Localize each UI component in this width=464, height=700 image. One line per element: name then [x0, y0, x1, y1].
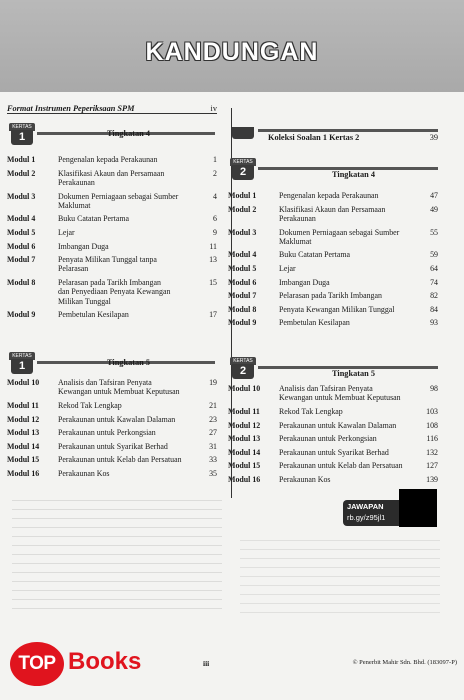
module-number: Modul 4 — [7, 214, 36, 224]
koleksi-icon — [232, 127, 254, 139]
qr-code[interactable] — [399, 489, 437, 527]
module-number: Modul 7 — [228, 291, 257, 301]
module-title-line: Perakaunan untuk Perkongsian — [58, 428, 156, 438]
module-title — [58, 214, 129, 223]
module-number: Modul 10 — [7, 378, 40, 387]
module-number: Modul 16 — [228, 474, 261, 484]
module-title — [279, 434, 377, 443]
module-title-line: Analisis dan Tafsiran Penyata — [279, 384, 373, 393]
module-number: Modul 8 — [228, 304, 257, 314]
kertas-badge — [9, 123, 39, 145]
kertas-tag: KERTAS — [9, 352, 35, 360]
tingkatan-heading: Tingkatan 4 — [107, 129, 150, 138]
module-page: 19 — [209, 378, 217, 387]
module-number: Modul 4 — [228, 250, 257, 260]
module-page: 82 — [430, 291, 438, 301]
module-title-line: Pengenalan kepada Perakaunan — [58, 155, 158, 164]
module-number: Modul 3 — [228, 227, 257, 237]
module-title-line: Imbangan Duga — [58, 241, 109, 251]
module-number: Modul 9 — [228, 318, 257, 328]
module-title-line: Maklumat — [279, 236, 312, 246]
module-title — [279, 475, 331, 484]
module-number: Modul 2 — [7, 168, 36, 178]
module-page: 98 — [430, 384, 438, 393]
jawapan-label: JAWAPAN — [347, 502, 384, 511]
left-section-tingkatan-5 — [7, 344, 217, 514]
background-faint-text — [240, 540, 440, 620]
module-title-line: Perakaunan untuk Kelab dan Persatuan — [279, 461, 403, 471]
module-number: Modul 11 — [228, 406, 260, 416]
module-number: Modul 12 — [7, 414, 40, 424]
module-page: 15 — [209, 278, 217, 288]
format-entry[interactable] — [7, 100, 217, 114]
kertas-number: 1 — [11, 130, 33, 145]
module-number: Modul 13 — [228, 434, 261, 444]
module-title — [58, 415, 175, 424]
module-title — [58, 255, 157, 274]
module-title-line: dan Penyediaan Penyata Kewangan — [58, 287, 171, 297]
module-title-line: Buku Catatan Pertama — [279, 250, 350, 260]
module-page: 108 — [426, 420, 438, 430]
module-title-line: Rekod Tak Lengkap — [58, 400, 122, 410]
module-number: Modul 5 — [7, 228, 36, 237]
module-number: Modul 1 — [7, 155, 36, 164]
module-title — [58, 310, 129, 319]
module-page: 4 — [213, 191, 217, 201]
module-page: 35 — [209, 468, 217, 478]
module-page: 74 — [430, 277, 438, 287]
koleksi-badge — [230, 125, 260, 147]
module-title — [58, 278, 170, 306]
module-number: Modul 7 — [7, 255, 36, 265]
right-column — [228, 125, 438, 527]
module-title-line: Perakaunan untuk Syarikat Berhad — [58, 441, 168, 451]
logo-top-badge: TOP — [10, 642, 64, 686]
module-page: 103 — [426, 406, 438, 416]
module-title — [279, 421, 396, 430]
koleksi-label: Koleksi Soalan 1 Kertas 2 — [268, 133, 360, 142]
kertas-tag: KERTAS — [230, 357, 256, 365]
jawapan-link[interactable]: rb.gy/z95jl1 — [347, 513, 386, 522]
module-number: Modul 1 — [228, 191, 257, 200]
module-number: Modul 6 — [228, 277, 257, 287]
module-page: 27 — [209, 428, 217, 438]
module-page: 127 — [426, 461, 438, 471]
tingkatan-heading: Tingkatan 5 — [107, 358, 150, 367]
module-title-line: Maklumat — [58, 200, 91, 210]
module-page: 31 — [209, 441, 217, 451]
module-title-line: Kewangan untuk Membuat Keputusan — [279, 393, 401, 403]
module-number: Modul 16 — [7, 468, 40, 478]
module-title-line: Buku Catatan Pertama — [58, 214, 129, 224]
module-title — [279, 291, 382, 300]
module-title — [279, 384, 401, 403]
tingkatan-heading: Tingkatan 5 — [332, 369, 375, 378]
module-title-line: Pelarasan pada Tarikh Imbangan — [58, 278, 161, 288]
kertas-tag: KERTAS — [230, 158, 256, 166]
module-title-line: Pelarasan — [58, 264, 89, 274]
module-number: Modul 14 — [228, 447, 261, 457]
module-title — [279, 305, 395, 314]
module-title — [58, 242, 109, 251]
page-number: iii — [203, 659, 210, 668]
module-page: 116 — [426, 434, 438, 444]
module-title — [58, 428, 156, 437]
module-title-line: Klasifikasi Akaun dan Persamaan — [279, 204, 386, 214]
module-title-line: Perakaunan untuk Perkongsian — [279, 434, 377, 444]
koleksi-section — [228, 125, 438, 155]
module-number: Modul 12 — [228, 420, 261, 430]
page-header — [0, 0, 464, 92]
module-page: 64 — [430, 264, 438, 273]
kertas-badge — [230, 158, 260, 180]
module-title — [58, 192, 178, 211]
module-title-line: Lejar — [58, 228, 75, 237]
module-title-line: Dokumen Perniagaan sebagai Sumber — [279, 227, 400, 237]
module-title — [279, 448, 389, 457]
module-page: 49 — [430, 204, 438, 214]
module-number: Modul 3 — [7, 191, 36, 201]
koleksi-page: 39 — [429, 133, 438, 142]
module-page: 132 — [426, 447, 438, 457]
module-number: Modul 14 — [7, 441, 40, 451]
module-page: 21 — [209, 400, 217, 410]
module-title — [279, 264, 296, 273]
module-page: 1 — [213, 155, 217, 164]
kertas-badge — [9, 352, 39, 374]
module-page: 55 — [430, 227, 438, 237]
module-title — [279, 228, 399, 247]
module-title-line: Perakaunan untuk Kelab dan Persatuan — [58, 455, 182, 465]
module-title — [279, 191, 378, 200]
background-faint-text — [12, 500, 222, 610]
kertas-tag: KERTAS — [9, 123, 35, 131]
module-title — [58, 228, 75, 237]
module-title-line: Pengenalan kepada Perakaunan — [279, 191, 379, 200]
module-title-line: Analisis dan Tafsiran Penyata — [58, 378, 152, 387]
module-title-line: Pembetulan Kesilapan — [279, 318, 350, 328]
jawapan-box[interactable] — [343, 500, 399, 526]
module-title-line: Rekod Tak Lengkap — [279, 406, 343, 416]
module-title-line: Perakaunan — [58, 177, 95, 187]
format-page: iv — [210, 104, 217, 113]
module-number: Modul 8 — [7, 278, 36, 288]
koleksi-bar — [258, 129, 438, 132]
module-page: 13 — [209, 255, 217, 265]
module-title — [279, 461, 403, 470]
tingkatan-heading: Tingkatan 4 — [332, 170, 375, 179]
module-number: Modul 2 — [228, 204, 257, 214]
module-title — [279, 318, 350, 327]
module-number: Modul 15 — [7, 455, 40, 465]
module-title — [58, 455, 182, 464]
module-page: 11 — [209, 241, 217, 251]
module-number: Modul 13 — [7, 428, 40, 438]
module-title-line: Pelarasan pada Tarikh Imbangan — [279, 291, 382, 301]
module-title — [58, 378, 180, 397]
module-title-line: Klasifikasi Akaun dan Persamaan — [58, 168, 165, 178]
module-title — [58, 155, 157, 164]
module-title-line: Dokumen Perniagaan sebagai Sumber — [58, 191, 179, 201]
module-title-line: Perakaunan Kos — [58, 468, 110, 478]
module-number: Modul 5 — [228, 264, 257, 273]
module-title — [279, 205, 385, 224]
module-number: Modul 10 — [228, 384, 261, 393]
module-title-line: Kewangan untuk Membuat Keputusan — [58, 387, 180, 397]
module-number: Modul 9 — [7, 310, 36, 320]
module-title-line: Imbangan Duga — [279, 277, 330, 287]
module-title-line: Penyata Milikan Tunggal tanpa — [58, 255, 157, 265]
module-title — [58, 401, 122, 410]
module-title-line: Perakaunan Kos — [279, 474, 331, 484]
module-title-line: Lejar — [279, 264, 296, 273]
module-title — [58, 169, 164, 188]
module-title-line: Perakaunan untuk Kawalan Dalaman — [279, 420, 397, 430]
kertas-number: 1 — [11, 359, 33, 374]
module-page: 9 — [213, 228, 217, 237]
module-title-line: Perakaunan untuk Syarikat Berhad — [279, 447, 389, 457]
module-page: 93 — [430, 318, 438, 328]
module-number: Modul 15 — [228, 461, 261, 471]
kertas-number: 2 — [232, 165, 254, 180]
module-title-line: Pembetulan Kesilapan — [58, 310, 129, 320]
right-section-tingkatan-4 — [228, 155, 438, 357]
module-page: 47 — [430, 191, 438, 200]
page-title: KANDUNGAN — [145, 38, 319, 66]
kertas-number: 2 — [232, 364, 254, 379]
left-column — [7, 100, 217, 514]
module-title-line: Perakaunan — [279, 213, 316, 223]
left-section-tingkatan-4 — [7, 114, 217, 344]
module-page: 33 — [209, 455, 217, 465]
module-title — [58, 442, 168, 451]
module-number: Modul 6 — [7, 241, 36, 251]
topbooks-logo — [0, 628, 142, 700]
module-title — [279, 250, 350, 259]
module-title — [58, 469, 110, 478]
module-page: 59 — [430, 250, 438, 260]
module-title — [279, 278, 330, 287]
module-title-line: Milikan Tunggal — [58, 296, 111, 306]
module-title-line: Penyata Kewangan Milikan Tunggal — [279, 304, 395, 314]
format-label: Format Instrumen Peperiksaan SPM — [7, 104, 135, 113]
module-page: 23 — [209, 414, 217, 424]
module-title — [279, 407, 343, 416]
logo-books-text: Books — [68, 648, 142, 675]
module-page: 139 — [426, 474, 438, 484]
module-page: 84 — [430, 304, 438, 314]
module-page: 2 — [213, 168, 217, 178]
module-number: Modul 11 — [7, 400, 39, 410]
module-page: 17 — [209, 310, 217, 320]
module-title-line: Perakaunan untuk Kawalan Dalaman — [58, 414, 176, 424]
module-page: 6 — [213, 214, 217, 224]
copyright-text: © Penerbit Mahir Sdn. Bhd. (183097-P) — [352, 659, 457, 666]
kertas-badge — [230, 357, 260, 379]
